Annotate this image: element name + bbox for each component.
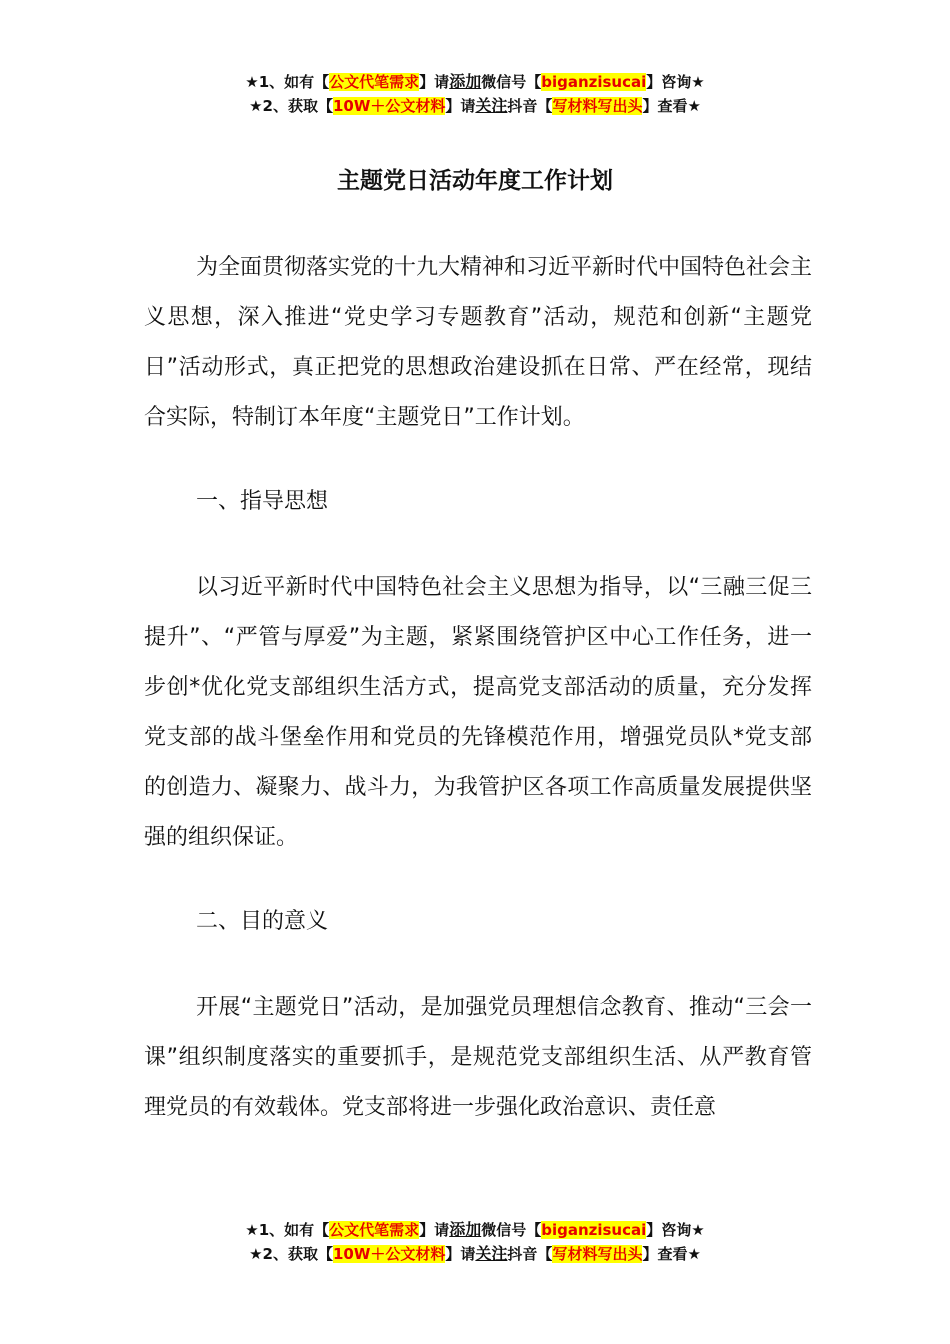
promo-line-2-mid: 】请 bbox=[445, 1245, 476, 1263]
promo-line-1-mid: 】请 bbox=[419, 1221, 450, 1239]
footer-promo-banner bbox=[0, 1218, 950, 1266]
promo-line-2-prefix: ★2、获取【 bbox=[249, 1245, 333, 1263]
promo-line-1-underline: 添加 bbox=[449, 72, 482, 91]
section-2-text: 开展“主题党日”活动，是加强党员理想信念教育、推动“三会一课”组织制度落实的重要抓手，是规范党支部组织生活、从严教育管理党员的有效载体。党支部将进一步强化政治意识、责任意 bbox=[144, 995, 812, 1120]
promo-line-2-mid2: 抖音【 bbox=[507, 1245, 553, 1263]
section-1-heading: 一、指导思想 bbox=[196, 489, 329, 514]
promo-line-2-suffix: 】查看★ bbox=[642, 1245, 701, 1263]
promo-line-1-mid2: 微信号【 bbox=[481, 1221, 542, 1239]
intro-text: 为全面贯彻落实党的十九大精神和习近平新时代中国特色社会主义思想，深入推进“党史学习专题教育”活动，规范和创新“主题党日”活动形式，真正把党的思想政治建设抓在日常、严在经常，现结合实际，特制订本年度“主题党日”工作计划。 bbox=[144, 255, 813, 430]
section-1-text: 以习近平新时代中国特色社会主义思想为指导，以“三融三促三提升”、“严管与厚爱”为主题，紧紧围绕管护区中心工作任务，进一步创*优化党支部组织生活方式，提高党支部活动的质量，充分发挥党支部的战斗堡垒作用和党员的先锋模范作用，增强党员队*党支部的创造力、凝聚力、战斗力，为我管护区各项工作高质量发展提供坚强的组织保证。 bbox=[144, 575, 812, 850]
promo-line-1-mid: 】请 bbox=[419, 73, 450, 91]
promo-line-1-highlight-wechat: biganzisucai bbox=[541, 1221, 647, 1239]
promo-line-1 bbox=[0, 1218, 950, 1242]
promo-line-1 bbox=[0, 70, 950, 94]
promo-line-2-prefix: ★2、获取【 bbox=[249, 97, 333, 115]
section-2-heading-block bbox=[144, 897, 812, 947]
promo-line-1-mid2: 微信号【 bbox=[481, 73, 542, 91]
promo-line-2-highlight-douyin: 写材料写出头 bbox=[552, 97, 643, 115]
promo-line-2-underline: 关注 bbox=[475, 1244, 508, 1263]
promo-line-1-highlight-service: 公文代笔需求 bbox=[329, 1221, 420, 1239]
promo-line-2 bbox=[0, 1242, 950, 1266]
promo-line-2-mid2: 抖音【 bbox=[507, 97, 553, 115]
promo-line-1-suffix: 】咨询★ bbox=[646, 1221, 705, 1239]
intro-paragraph bbox=[144, 243, 812, 443]
promo-line-1-prefix: ★1、如有【 bbox=[245, 73, 330, 91]
document-title: 主题党日活动年度工作计划 bbox=[337, 168, 613, 194]
section-1-paragraph bbox=[144, 563, 812, 863]
section-1-heading-block bbox=[144, 477, 812, 527]
promo-line-2-highlight-materials: 10W＋公文材料 bbox=[332, 97, 446, 115]
promo-line-1-highlight-wechat: biganzisucai bbox=[541, 73, 647, 91]
section-2-paragraph bbox=[144, 983, 812, 1133]
header-promo-banner bbox=[0, 70, 950, 118]
promo-line-2 bbox=[0, 94, 950, 118]
section-2-heading: 二、目的意义 bbox=[196, 909, 329, 934]
promo-line-1-highlight-service: 公文代笔需求 bbox=[329, 73, 420, 91]
promo-line-1-suffix: 】咨询★ bbox=[646, 73, 705, 91]
promo-line-2-highlight-materials: 10W＋公文材料 bbox=[332, 1245, 446, 1263]
promo-line-2-underline: 关注 bbox=[475, 96, 508, 115]
promo-line-2-mid: 】请 bbox=[445, 97, 476, 115]
promo-line-2-suffix: 】查看★ bbox=[642, 97, 701, 115]
promo-line-2-highlight-douyin: 写材料写出头 bbox=[552, 1245, 643, 1263]
promo-line-1-prefix: ★1、如有【 bbox=[245, 1221, 330, 1239]
promo-line-1-underline: 添加 bbox=[449, 1220, 482, 1239]
